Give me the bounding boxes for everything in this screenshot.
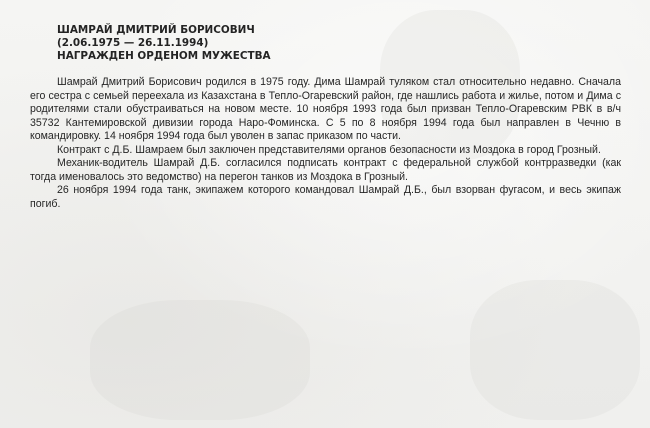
person-name: ШАМРАЙ ДМИТРИЙ БОРИСОВИЧ	[57, 24, 255, 36]
paragraph: Механик-водитель Шамрай Д.Б. согласился подписать контракт с федеральной службой контрразведки (как тогда именовалось это ведомство) на перегон танков из Моздока в Грозный.	[30, 157, 621, 183]
award-line: НАГРАЖДЕН ОРДЕНОМ МУЖЕСТВА	[57, 50, 271, 62]
biography-text	[30, 76, 621, 211]
life-dates: (2.06.1975 — 26.11.1994)	[57, 37, 209, 49]
paragraph: Шамрай Дмитрий Борисович родился в 1975 году. Дима Шамрай туляком стал относительно недавно. Сначала его сестра с семьей переехала из Казахстана в Тепло-Огаревский район, где нашлись работа и жилье, потом и Дима с родителями стали обустраиваться на новом месте. 10 ноября 1993 года был призван Тепло-Огаревским РВК в в/ч 35732 Кантемировской дивизии города Наро-Фоминска. С 5 по 8 ноября 1994 года был направлен в Чечню в командировку. 14 ноября 1994 года был уволен в запас приказом по части.	[30, 76, 621, 142]
document-heading	[57, 24, 617, 63]
background-shade	[470, 280, 640, 420]
paragraph: Контракт с Д.Б. Шамраем был заключен представителями органов безопасности из Моздока в город Грозный.	[57, 143, 601, 156]
background-shade	[90, 300, 310, 420]
paragraph: 26 ноября 1994 года танк, экипажем которого командовал Шамрай Д.Б., был взорван фугасом, и весь экипаж погиб.	[30, 184, 621, 210]
